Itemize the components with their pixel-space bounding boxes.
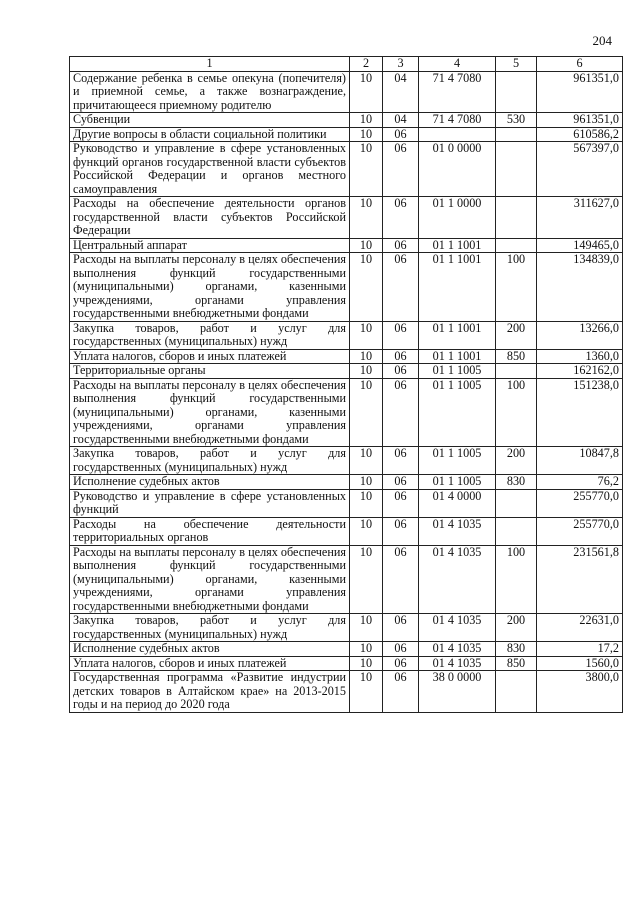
row-amount: 17,2 — [537, 642, 623, 657]
row-amount: 151238,0 — [537, 378, 623, 447]
table-row — [70, 238, 623, 253]
table-row — [70, 642, 623, 657]
row-name: Уплата налогов, сборов и иных платежей — [70, 656, 350, 671]
row-target-article: 01 1 1001 — [419, 349, 496, 364]
row-section: 10 — [350, 475, 383, 490]
row-expense-type — [496, 127, 537, 142]
row-section: 10 — [350, 517, 383, 545]
page-number: 204 — [592, 33, 612, 48]
table-row — [70, 71, 623, 113]
row-subsection: 06 — [383, 545, 419, 614]
row-target-article: 01 1 1005 — [419, 447, 496, 475]
header-col-1: 1 — [70, 57, 350, 72]
row-section: 10 — [350, 642, 383, 657]
table-row — [70, 517, 623, 545]
row-expense-type — [496, 142, 537, 197]
row-subsection: 06 — [383, 671, 419, 713]
row-expense-type: 850 — [496, 349, 537, 364]
row-subsection: 06 — [383, 656, 419, 671]
table-row — [70, 349, 623, 364]
row-name: Исполнение судебных актов — [70, 475, 350, 490]
row-name: Исполнение судебных актов — [70, 642, 350, 657]
row-section: 10 — [350, 447, 383, 475]
row-name: Государственная программа «Развитие индустрии детских товаров в Алтайском крае» на 2013-2015 годы и на период до 2020 года — [70, 671, 350, 713]
row-target-article: 01 4 1035 — [419, 614, 496, 642]
table-row — [70, 447, 623, 475]
row-section: 10 — [350, 364, 383, 379]
header-col-2: 2 — [350, 57, 383, 72]
row-section: 10 — [350, 656, 383, 671]
row-amount: 149465,0 — [537, 238, 623, 253]
table-row — [70, 364, 623, 379]
row-amount: 255770,0 — [537, 489, 623, 517]
table-body — [70, 71, 623, 712]
row-name: Закупка товаров, работ и услуг для государственных (муниципальных) нужд — [70, 447, 350, 475]
row-section: 10 — [350, 238, 383, 253]
row-target-article: 01 4 0000 — [419, 489, 496, 517]
row-amount: 1560,0 — [537, 656, 623, 671]
row-subsection: 06 — [383, 253, 419, 322]
row-target-article: 01 4 1035 — [419, 656, 496, 671]
row-expense-type: 830 — [496, 475, 537, 490]
table-row — [70, 127, 623, 142]
row-subsection: 06 — [383, 517, 419, 545]
row-subsection: 06 — [383, 378, 419, 447]
row-target-article: 71 4 7080 — [419, 71, 496, 113]
row-subsection: 06 — [383, 614, 419, 642]
row-target-article: 01 1 1005 — [419, 475, 496, 490]
row-amount: 610586,2 — [537, 127, 623, 142]
row-name: Территориальные органы — [70, 364, 350, 379]
table-row — [70, 253, 623, 322]
row-expense-type: 850 — [496, 656, 537, 671]
row-name: Расходы на обеспечение деятельности территориальных органов — [70, 517, 350, 545]
row-subsection: 06 — [383, 142, 419, 197]
row-section: 10 — [350, 71, 383, 113]
row-subsection: 04 — [383, 113, 419, 128]
row-expense-type — [496, 364, 537, 379]
row-name: Расходы на выплаты персоналу в целях обеспечения выполнения функций государственными (муниципальными) органами, казенными учреждениями, органами управления государственными внебюджетными фондами — [70, 378, 350, 447]
row-amount: 255770,0 — [537, 517, 623, 545]
row-section: 10 — [350, 545, 383, 614]
row-subsection: 06 — [383, 321, 419, 349]
row-target-article: 01 1 1005 — [419, 364, 496, 379]
row-section: 10 — [350, 253, 383, 322]
row-expense-type — [496, 71, 537, 113]
row-expense-type — [496, 671, 537, 713]
table-row — [70, 614, 623, 642]
row-target-article: 01 4 1035 — [419, 545, 496, 614]
row-target-article: 38 0 0000 — [419, 671, 496, 713]
row-amount: 22631,0 — [537, 614, 623, 642]
row-subsection: 06 — [383, 364, 419, 379]
table-row — [70, 197, 623, 239]
row-expense-type: 100 — [496, 378, 537, 447]
row-name: Закупка товаров, работ и услуг для государственных (муниципальных) нужд — [70, 321, 350, 349]
table-row — [70, 545, 623, 614]
row-target-article: 01 1 0000 — [419, 197, 496, 239]
row-name: Руководство и управление в сфере установленных функций — [70, 489, 350, 517]
header-col-3: 3 — [383, 57, 419, 72]
row-expense-type: 830 — [496, 642, 537, 657]
row-section: 10 — [350, 671, 383, 713]
row-name: Расходы на выплаты персоналу в целях обеспечения выполнения функций государственными (муниципальными) органами, казенными учреждениями, органами управления государственными внебюджетными фондами — [70, 253, 350, 322]
row-name: Центральный аппарат — [70, 238, 350, 253]
row-name: Закупка товаров, работ и услуг для государственных (муниципальных) нужд — [70, 614, 350, 642]
row-amount: 231561,8 — [537, 545, 623, 614]
row-expense-type — [496, 238, 537, 253]
row-target-article: 01 0 0000 — [419, 142, 496, 197]
row-amount: 10847,8 — [537, 447, 623, 475]
row-target-article: 01 4 1035 — [419, 517, 496, 545]
row-amount: 162162,0 — [537, 364, 623, 379]
row-section: 10 — [350, 378, 383, 447]
row-subsection: 06 — [383, 642, 419, 657]
row-expense-type: 100 — [496, 545, 537, 614]
table-row — [70, 321, 623, 349]
table-row — [70, 113, 623, 128]
header-row — [70, 57, 623, 72]
row-subsection: 06 — [383, 197, 419, 239]
row-section: 10 — [350, 321, 383, 349]
budget-table — [69, 56, 623, 713]
row-section: 10 — [350, 113, 383, 128]
table-row — [70, 656, 623, 671]
row-expense-type: 100 — [496, 253, 537, 322]
row-section: 10 — [350, 142, 383, 197]
row-section: 10 — [350, 489, 383, 517]
row-target-article: 01 1 1005 — [419, 378, 496, 447]
row-subsection: 06 — [383, 447, 419, 475]
row-name: Содержание ребенка в семье опекуна (попечителя) и приемной семье, а также вознаграждение, причитающееся приемному родителю — [70, 71, 350, 113]
row-expense-type — [496, 197, 537, 239]
header-col-6: 6 — [537, 57, 623, 72]
row-name: Другие вопросы в области социальной политики — [70, 127, 350, 142]
row-amount: 961351,0 — [537, 113, 623, 128]
row-section: 10 — [350, 349, 383, 364]
row-amount: 961351,0 — [537, 71, 623, 113]
row-subsection: 06 — [383, 475, 419, 490]
row-section: 10 — [350, 197, 383, 239]
row-name: Расходы на выплаты персоналу в целях обеспечения выполнения функций государственными (муниципальными) органами, казенными учреждениями, органами управления государственными внебюджетными фондами — [70, 545, 350, 614]
row-subsection: 04 — [383, 71, 419, 113]
row-amount: 3800,0 — [537, 671, 623, 713]
table-row — [70, 475, 623, 490]
row-subsection: 06 — [383, 489, 419, 517]
row-subsection: 06 — [383, 127, 419, 142]
row-amount: 567397,0 — [537, 142, 623, 197]
row-section: 10 — [350, 614, 383, 642]
row-expense-type: 200 — [496, 447, 537, 475]
row-amount: 1360,0 — [537, 349, 623, 364]
row-expense-type — [496, 489, 537, 517]
table-row — [70, 671, 623, 713]
row-amount: 311627,0 — [537, 197, 623, 239]
row-subsection: 06 — [383, 349, 419, 364]
table-row — [70, 378, 623, 447]
row-target-article: 71 4 7080 — [419, 113, 496, 128]
table-row — [70, 489, 623, 517]
row-amount: 76,2 — [537, 475, 623, 490]
row-subsection: 06 — [383, 238, 419, 253]
row-expense-type: 200 — [496, 321, 537, 349]
table-row — [70, 142, 623, 197]
header-col-4: 4 — [419, 57, 496, 72]
row-target-article: 01 1 1001 — [419, 321, 496, 349]
row-section: 10 — [350, 127, 383, 142]
row-amount: 134839,0 — [537, 253, 623, 322]
row-target-article: 01 1 1001 — [419, 253, 496, 322]
row-name: Субвенции — [70, 113, 350, 128]
row-amount: 13266,0 — [537, 321, 623, 349]
row-name: Руководство и управление в сфере установленных функций органов государственной власти субъектов Российской Федерации и органов местного самоуправления — [70, 142, 350, 197]
header-col-5: 5 — [496, 57, 537, 72]
row-name: Расходы на обеспечение деятельности органов государственной власти субъектов Российской Федерации — [70, 197, 350, 239]
row-target-article: 01 1 1001 — [419, 238, 496, 253]
row-name: Уплата налогов, сборов и иных платежей — [70, 349, 350, 364]
row-target-article — [419, 127, 496, 142]
row-target-article: 01 4 1035 — [419, 642, 496, 657]
row-expense-type: 530 — [496, 113, 537, 128]
row-expense-type — [496, 517, 537, 545]
row-expense-type: 200 — [496, 614, 537, 642]
